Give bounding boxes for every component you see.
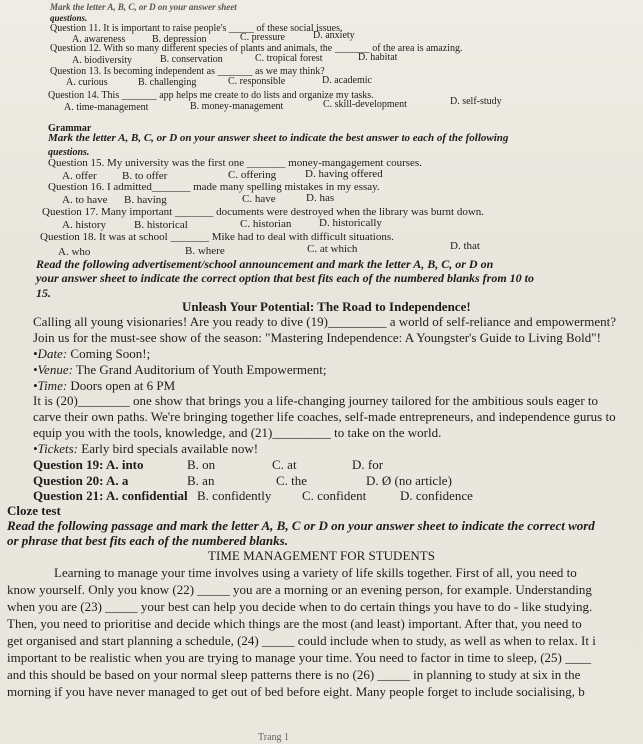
- venue-label: •Venue:: [33, 362, 73, 377]
- tickets-value: Early bird specials available now!: [78, 441, 259, 456]
- q17-option-a: A. history: [62, 219, 106, 231]
- ad-paragraph-1: Calling all young visionaries! Are you ready to dive (19)_________ a world of self-reliance and empowerment?: [33, 314, 617, 329]
- q13-option-a: A. curious: [66, 77, 108, 88]
- q18-option-c: C. at which: [307, 243, 358, 255]
- ad-paragraph-4: carve their own paths. We're bringing together life coaches, self-made entrepreneurs, and independence gurus to: [33, 409, 616, 424]
- q15-option-d: D. having offered: [305, 168, 383, 180]
- q15-option-a: A. offer: [62, 170, 97, 182]
- q14-option-d: D. self-study: [450, 96, 502, 107]
- question-21: Question 21: A. confidential: [33, 488, 188, 503]
- q14-option-c: C. skill-development: [323, 99, 407, 110]
- question-14: Question 14. This _______ app helps me create to do lists and organize my tasks.: [48, 90, 374, 101]
- q12-option-c: C. tropical forest: [255, 53, 323, 64]
- cloze-line-3: when you are (23) _____ your best can help you decide when to do certain things you have to do - like studying.: [7, 599, 593, 614]
- ad-venue: [33, 363, 327, 376]
- ad-instruction-cont: your answer sheet to indicate the correct option that best fits each of the numbered blanks from 10 to: [36, 271, 535, 285]
- ad-instruction-end: 15.: [36, 286, 51, 300]
- q19-option-c: C. at: [272, 457, 297, 472]
- q21-option-c: C. confident: [302, 488, 367, 503]
- cloze-line-5: get organised and start planning a schedule, (24) _____ could include when to study, as well as when to relax. It i: [7, 633, 596, 648]
- q12-option-d: D. habitat: [358, 52, 398, 63]
- q16-option-a: A. to have: [62, 194, 108, 206]
- ad-paragraph-5: equip you with the tools, knowledge, and (21)_________ to take on the world.: [33, 425, 442, 440]
- question-15: Question 15. My university was the first one _______ money-mangagement courses.: [48, 157, 422, 169]
- ad-date: [33, 347, 150, 360]
- q17-option-b: B. historical: [134, 219, 188, 231]
- tickets-label: •Tickets:: [33, 441, 78, 456]
- q13-option-c: C. responsible: [228, 76, 286, 87]
- cloze-instruction: Read the following passage and mark the letter A, B, C or D on your answer sheet to indicate the correct word: [7, 518, 595, 533]
- top-instruction-cont: questions.: [50, 13, 88, 23]
- q17-option-d: D. historically: [319, 217, 382, 229]
- q21-option-d: D. confidence: [400, 488, 473, 503]
- q18-option-b: B. where: [185, 245, 225, 257]
- q15-option-b: B. to offer: [122, 170, 168, 182]
- page-footer: Trang 1: [258, 732, 290, 743]
- date-value: Coming Soon!;: [67, 346, 151, 361]
- question-16: Question 16. I admitted_______ made many spelling mistakes in my essay.: [48, 181, 380, 193]
- grammar-instruction: Mark the letter A, B, C, or D on your answer sheet to indicate the best answer to each of the following: [48, 132, 509, 144]
- q14-option-a: A. time-management: [64, 102, 149, 113]
- cloze-line-8: morning if you have never managed to get out of bed before eight. Many people forget to include socialising, b: [7, 684, 585, 699]
- question-20: Question 20: A. a: [33, 473, 129, 488]
- q16-option-c: C. have: [242, 193, 276, 205]
- q15-option-c: C. offering: [228, 169, 277, 181]
- q11-option-a: A. awareness: [72, 34, 126, 45]
- q17-option-c: C. historian: [240, 218, 292, 230]
- top-instruction: Mark the letter A, B, C, or D on your answer sheet: [50, 2, 237, 12]
- q11-option-d: D. anxiety: [313, 30, 355, 41]
- q20-option-c: C. the: [276, 473, 308, 488]
- q11-option-b: B. depression: [152, 34, 207, 45]
- q12-option-b: B. conservation: [160, 54, 223, 65]
- q14-option-b: B. money-management: [190, 101, 284, 112]
- time-label: •Time:: [33, 378, 68, 393]
- question-17: Question 17. Many important _______ documents were destroyed when the library was burnt down.: [42, 206, 485, 218]
- venue-value: The Grand Auditorium of Youth Empowerment;: [72, 362, 327, 377]
- q18-option-d: D. that: [450, 240, 480, 252]
- q19-stem: Question 19: A. into: [33, 457, 144, 472]
- q19-option-b: B. on: [187, 457, 216, 472]
- q16-option-d: D. has: [306, 192, 335, 204]
- q13-option-b: B. challenging: [138, 77, 197, 88]
- q13-option-d: D. academic: [322, 75, 372, 86]
- ad-paragraph-3: It is (20)________ one show that brings you a life-changing journey tailored for the ambitious souls eager to: [33, 393, 599, 408]
- q18-option-a: A. who: [58, 246, 91, 258]
- cloze-heading: Cloze test: [7, 503, 61, 518]
- ad-instruction: Read the following advertisement/school announcement and mark the letter A, B, C, or D on: [36, 257, 494, 271]
- question-11: Question 11. It is important to raise people's _____ of these social issues.: [50, 23, 343, 34]
- question-18: Question 18. It was at school _______ Mike had to deal with difficult situations.: [40, 231, 394, 243]
- cloze-line-2: know yourself. Only you know (22) _____ you are a morning or an evening person, for example. Understanding: [7, 582, 592, 597]
- q20-option-b: B. an: [187, 473, 215, 488]
- grammar-heading: Grammar: [48, 123, 92, 134]
- cloze-line-1: Learning to manage your time involves using a variety of life skills together. First of all, you need to: [54, 565, 577, 580]
- cloze-line-6: important to be realistic when you are trying to manage your time. You need to factor in time to sleep, (25) ____: [7, 650, 592, 665]
- question-13: Question 13. Is becoming independent as _______ as we may think?: [50, 66, 325, 77]
- date-label: •Date:: [33, 346, 68, 361]
- ad-title: Unleash Your Potential: The Road to Independence!: [182, 299, 471, 314]
- cloze-instruction-cont: or phrase that best fits each of the numbered blanks.: [7, 533, 288, 548]
- q12-option-a: A. biodiversity: [72, 55, 132, 66]
- q21-option-b: B. confidently: [197, 488, 272, 503]
- q16-option-b: B. having: [124, 194, 167, 206]
- cloze-title: TIME MANAGEMENT FOR STUDENTS: [208, 548, 435, 563]
- question-12: Question 12. With so many different species of plants and animals, the _______ of the area is amazing.: [50, 43, 463, 54]
- cloze-line-7: and this should be based on your normal sleep patterns there is no (26) _____ in planning to study at six in the: [7, 667, 581, 682]
- ad-tickets: [33, 442, 258, 455]
- ad-time: [33, 379, 175, 392]
- q19-option-d: D. for: [352, 457, 384, 472]
- ad-paragraph-2: Join us for the must-see show of the season: "Mastering Independence: A Youngster's Guide to Living Bold"!: [33, 330, 601, 345]
- cloze-line-4: Then, you need to prioritise and decide which things are the most (and least) important. After that, you need to: [7, 616, 582, 631]
- q20-option-d: D. Ø (no article): [366, 473, 452, 488]
- time-value: Doors open at 6 PM: [67, 378, 176, 393]
- question-19: [33, 458, 144, 471]
- q11-option-c: C. pressure: [240, 32, 285, 43]
- grammar-instruction-cont: questions.: [48, 147, 90, 158]
